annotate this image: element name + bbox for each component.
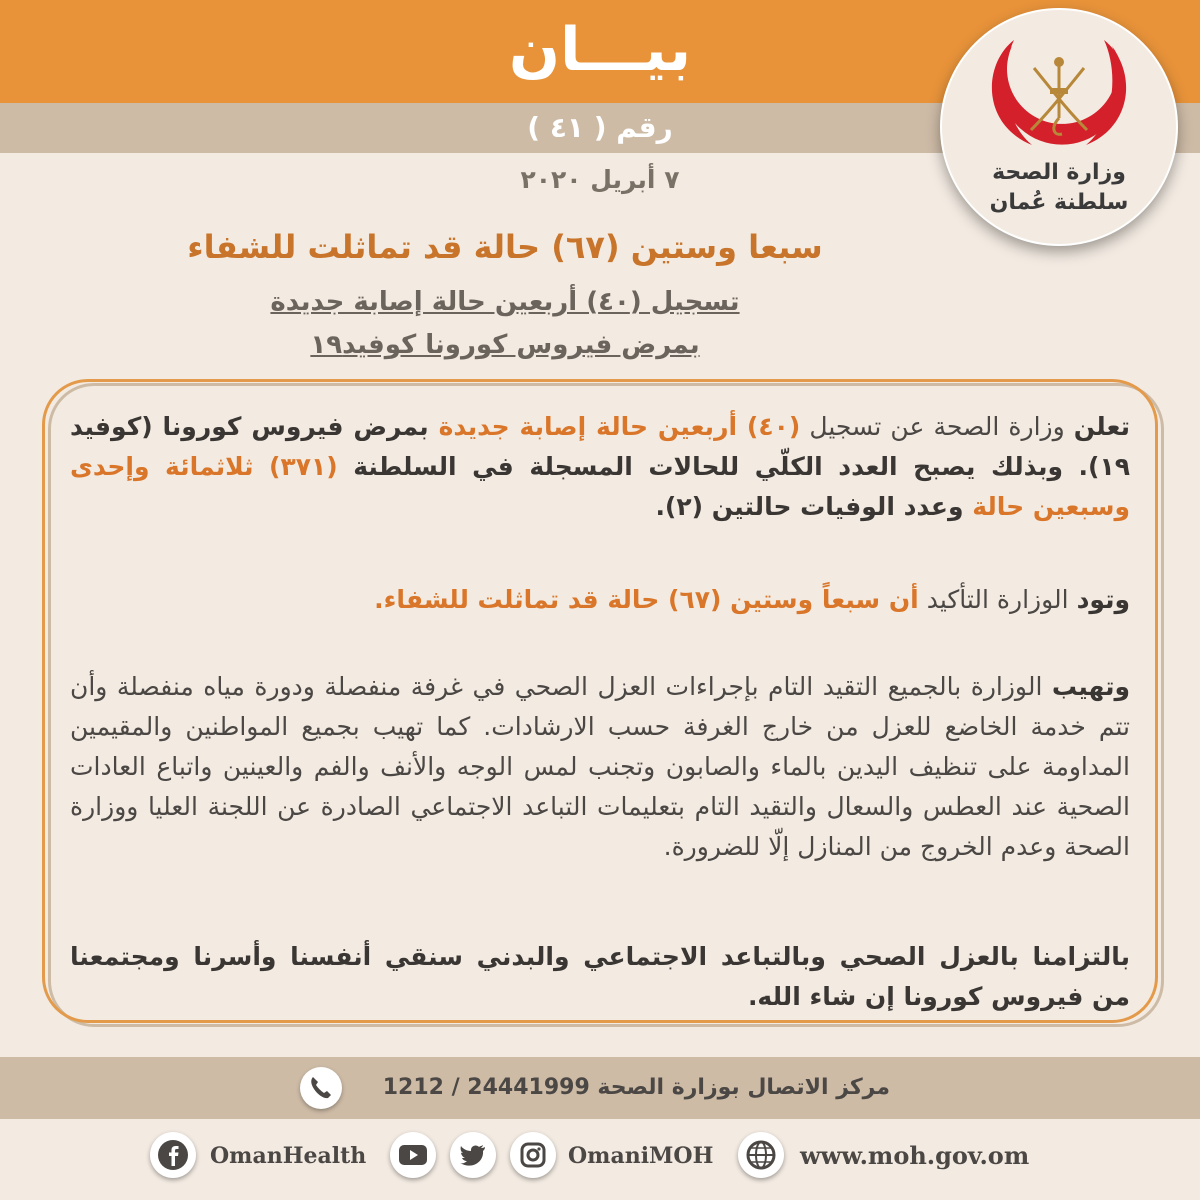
- contact-center: مركز الاتصال بوزارة الصحة 24441999 / 1212: [382, 1075, 890, 1100]
- phone-glyph-icon: [300, 1067, 342, 1109]
- p1-total-cases: (٣٧١) ثلاثمائة وإحدى وسبعين حالة: [70, 452, 1130, 521]
- p1-text-a: وزارة الصحة عن تسجيل: [800, 412, 1074, 441]
- youtube-icon[interactable]: [390, 1132, 436, 1178]
- phone-icon[interactable]: [300, 1067, 342, 1109]
- facebook-icon[interactable]: [150, 1132, 196, 1178]
- p1-new-cases: (٤٠) أربعين حالة إصابة جديدة: [438, 412, 801, 441]
- p1-deaths: وعدد الوفيات حالتين (٢).: [655, 492, 973, 521]
- logo-ministry-name: وزارة الصحة: [992, 160, 1126, 185]
- logo-country-name: سلطنة عُمان: [989, 190, 1129, 215]
- headline: سبعا وستين (٦٧) حالة قد تماثلت للشفاء: [187, 228, 823, 266]
- paragraph-announcement: [70, 407, 1130, 527]
- ministry-logo: [940, 8, 1178, 246]
- paragraph-recoveries: [70, 580, 1130, 620]
- globe-icon[interactable]: [738, 1132, 784, 1178]
- instagram-icon[interactable]: [510, 1132, 556, 1178]
- statement-number: رقم ( ٤١ ): [527, 111, 673, 144]
- facebook-handle[interactable]: OmanHealth: [210, 1143, 367, 1169]
- p3-text: الوزارة بالجميع التقيد التام بإجراءات العزل الصحي في غرفة منفصلة ودورة مياه منفصلة وأن تتم خدمة الخاضع للعزل من خارج الغرفة حسب الارشادات. كما تهيب بجميع المواطنين والمقيمين المداومة على تنظيف اليدين بالماء والصابون وتجنب لمس الوجه والأنف والفم والعينين واتباع العادات الصحية عند العطس والسعال والتقيد التام بتعليمات التباعد الاجتماعي الصادرة عن اللجنة العليا ووزارة الصحة وعدم الخروج من المنازل إلّا للضرورة.: [70, 672, 1130, 861]
- p2-text: الوزارة التأكيد: [918, 585, 1077, 614]
- page-title: بيـــان: [508, 15, 692, 85]
- p1-text-b: بمرض فيروس كورونا (كوفيد ١٩). وبذلك يصبح العدد الكلّي للحالات المسجلة في السلطنة: [70, 412, 1130, 481]
- p3-lead: وتهيب: [1051, 672, 1130, 701]
- paragraph-closing: بالتزامنا بالعزل الصحي وبالتباعد الاجتماعي والبدني سنقي أنفسنا وأسرنا ومجتمعنا من فيروس كورونا إن شاء الله.: [70, 942, 1130, 1011]
- subheadline-line-2: [100, 325, 910, 365]
- subheadline-text-1: تسجيل (٤٠) أربعين حالة إصابة جديدة: [270, 287, 740, 317]
- website-link[interactable]: www.moh.gov.om: [800, 1141, 1030, 1170]
- subheadline-text-2: بمرض فيروس كورونا كوفيد١٩: [310, 330, 700, 360]
- p2-lead: وتود: [1076, 585, 1130, 614]
- paragraph-guidance: [70, 667, 1130, 867]
- p1-lead: تعلن: [1073, 412, 1130, 441]
- social-handle[interactable]: OmaniMOH: [568, 1143, 714, 1169]
- subheadline-line-1: [100, 282, 910, 322]
- p2-recoveries: أن سبعاً وستين (٦٧) حالة قد تماثلت للشفاء.: [374, 585, 919, 614]
- twitter-icon[interactable]: [450, 1132, 496, 1178]
- statement-date: ٧ أبريل ٢٠٢٠: [520, 165, 680, 194]
